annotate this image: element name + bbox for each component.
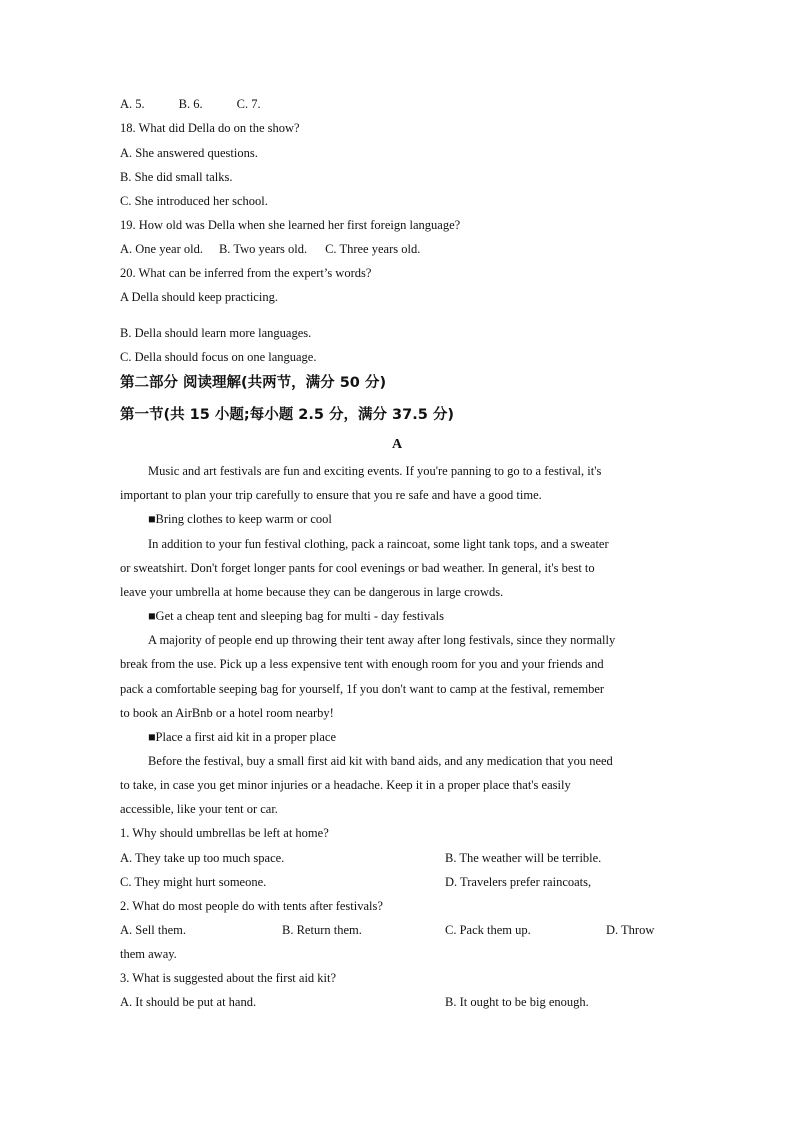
tip3-heading: ■Place a first aid kit in a proper place xyxy=(148,730,337,744)
q18-option-b: B. She did small talks. xyxy=(120,170,233,184)
q19-question: 19. How old was Della when she learned her first foreign language? xyxy=(120,218,461,232)
q19-option-c: C. Three years old. xyxy=(325,242,421,256)
tip2-body-line-3: pack a comfortable seeping bag for yourself, 1f you don't want to camp at the festival, remember xyxy=(120,682,605,696)
tip1-body-line-3: leave your umbrella at home because they can be dangerous in large crowds. xyxy=(120,585,504,599)
q17-option-a: A. 5. xyxy=(120,97,145,111)
rq1-option-d: D. Travelers prefer raincoats, xyxy=(445,875,592,889)
rq1-option-b: B. The weather will be terrible. xyxy=(445,851,602,865)
passage-intro-line-2: important to plan your trip carefully to ensure that you re safe and have a good time. xyxy=(120,488,542,502)
q17-option-c: C. 7. xyxy=(236,97,261,111)
tip3-body-line-1: Before the festival, buy a small first aid kit with band aids, and any medication that you need xyxy=(148,754,613,768)
q19-option-b: B. Two years old. xyxy=(218,242,308,256)
rq3-option-b: B. It ought to be big enough. xyxy=(445,995,589,1009)
q20-option-a: A Della should keep practicing. xyxy=(120,290,278,304)
section-title: 第二部分 阅读理解(共两节，满分 50 分) xyxy=(120,375,387,391)
passage-intro-line-1: Music and art festivals are fun and exciting events. If you're panning to go to a festival, it's xyxy=(148,464,602,478)
passage-label: A xyxy=(391,437,403,452)
tip2-heading: ■Get a cheap tent and sleeping bag for multi - day festivals xyxy=(148,609,444,623)
rq2-option-d-wrap: them away. xyxy=(120,947,177,961)
rq2-option-a: A. Sell them. xyxy=(120,923,186,937)
tip1-heading: ■Bring clothes to keep warm or cool xyxy=(148,512,332,526)
rq2-option-c: C. Pack them up. xyxy=(445,923,531,937)
rq3-option-a: A. It should be put at hand. xyxy=(120,995,257,1009)
tip2-body-line-1: A majority of people end up throwing their tent away after long festivals, since they normally xyxy=(148,633,616,647)
subsection-title: 第一节(共 15 小题;每小题 2.5 分，满分 37.5 分) xyxy=(120,407,454,423)
tip3-body-line-3: accessible, like your tent or car. xyxy=(120,802,278,816)
rq1-option-a: A. They take up too much space. xyxy=(120,851,285,865)
rq1-option-c: C. They might hurt someone. xyxy=(120,875,267,889)
q19-option-a: A. One year old. xyxy=(120,242,203,256)
q20-question: 20. What can be inferred from the expert’s words? xyxy=(120,266,372,280)
q18-question: 18. What did Della do on the show? xyxy=(120,121,300,135)
q17-options xyxy=(120,96,261,112)
rq3-question: 3. What is suggested about the first aid kit? xyxy=(120,971,337,985)
q20-option-c: C. Della should focus on one language. xyxy=(120,350,317,364)
tip2-body-line-4: to book an AirBnb or a hotel room nearby! xyxy=(120,706,334,720)
tip2-body-line-2: break from the use. Pick up a less expensive tent with enough room for you and your friends and xyxy=(120,657,604,671)
rq1-question: 1. Why should umbrellas be left at home? xyxy=(120,826,329,840)
tip1-body-line-1: In addition to your fun festival clothing, pack a raincoat, some light tank tops, and a sweater xyxy=(148,537,609,551)
rq2-option-b: B. Return them. xyxy=(282,923,362,937)
q18-option-c: C. She introduced her school. xyxy=(120,194,268,208)
tip1-body-line-2: or sweatshirt. Don't forget longer pants for cool evenings or bad weather. In general, it's best to xyxy=(120,561,595,575)
q18-option-a: A. She answered questions. xyxy=(120,146,258,160)
q20-option-b: B. Della should learn more languages. xyxy=(120,326,312,340)
tip3-body-line-2: to take, in case you get minor injuries or a headache. Keep it in a proper place that's easily xyxy=(120,778,571,792)
rq2-option-d: D. Throw xyxy=(606,923,655,937)
q19-options xyxy=(120,241,420,257)
rq2-question: 2. What do most people do with tents after festivals? xyxy=(120,899,383,913)
q17-option-b: B. 6. xyxy=(178,97,203,111)
